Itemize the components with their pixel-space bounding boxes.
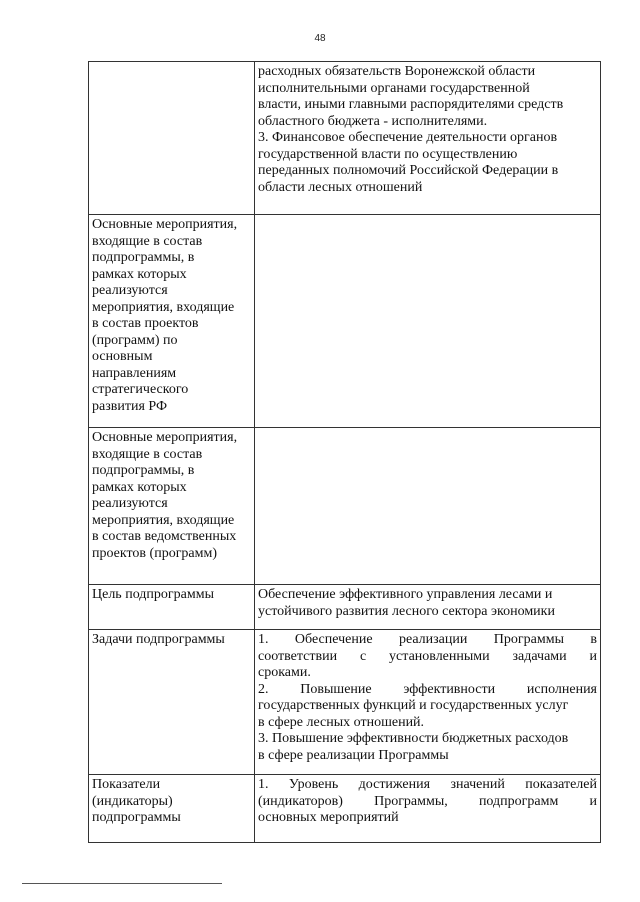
label-line: проектов (программ) — [92, 545, 218, 561]
row-content-cell — [255, 428, 601, 585]
label-line: в состав ведомственных — [92, 529, 237, 544]
row-label-cell — [89, 62, 255, 215]
label-line: Задачи подпрограммы — [92, 632, 225, 647]
row-content-cell — [255, 215, 601, 428]
label-line: (индикаторы) — [92, 793, 173, 809]
content-line: 3. Финансовое обеспечение деятельности органов — [258, 130, 558, 145]
content-line: расходных обязательств Воронежской области — [258, 64, 536, 79]
label-line: Основные мероприятия, — [92, 430, 238, 445]
label-line: подпрограммы — [92, 810, 181, 825]
content-line: власти, иными главными распорядителями средств — [258, 97, 564, 112]
content-line: в сфере лесных отношений. — [258, 714, 425, 730]
label-line: стратегического — [92, 382, 189, 397]
label-line: мероприятия, входящие — [92, 512, 235, 528]
label-line: направлениям — [92, 365, 177, 381]
passport-table — [88, 61, 601, 843]
row-content-cell — [255, 630, 601, 775]
label-line: подпрограммы, в — [92, 250, 195, 265]
content-line: сроками. — [258, 665, 311, 680]
label-line: входящие в состав — [92, 446, 203, 462]
label-line: реализуются — [92, 496, 168, 511]
label-line: в состав проектов — [92, 316, 199, 331]
content-line: областного бюджета - исполнителями. — [258, 113, 488, 129]
content-line: в сфере реализации Программы — [258, 747, 449, 763]
label-line: Показатели — [92, 777, 161, 792]
table-row — [89, 585, 601, 630]
label-line: подпрограммы, в — [92, 463, 195, 478]
label-line: мероприятия, входящие — [92, 299, 235, 315]
table-row — [89, 62, 601, 215]
row-label-cell — [89, 215, 255, 428]
table-row — [89, 630, 601, 775]
label-line: основным — [92, 349, 153, 364]
content-line: государственной власти по осуществлению — [258, 146, 518, 162]
label-line: входящие в состав — [92, 233, 203, 249]
row-label-cell — [89, 585, 255, 630]
label-line: (программ) по — [92, 332, 178, 348]
row-content-cell — [255, 775, 601, 843]
label-line: Цель подпрограммы — [92, 587, 214, 602]
row-label-cell — [89, 775, 255, 843]
content-line: основных мероприятий — [258, 810, 399, 825]
content-line: Обеспечение эффективного управления лесами и — [258, 587, 553, 602]
row-label-cell — [89, 428, 255, 585]
label-line: развития РФ — [92, 398, 168, 414]
content-line: исполнительными органами государственной — [258, 80, 530, 96]
content-line: государственных функций и государственных услуг — [258, 698, 569, 713]
content-line: (индикаторов) Программы, подпрограмм и — [258, 793, 597, 809]
content-line: соответствии с установленными задачами и — [258, 648, 597, 664]
row-label-cell — [89, 630, 255, 775]
page-number: 48 — [314, 33, 326, 44]
content-line: переданных полномочий Российской Федерации в — [258, 163, 559, 178]
row-content-cell — [255, 62, 601, 215]
table-row — [89, 215, 601, 428]
label-line: рамках которых — [92, 479, 187, 495]
content-line: области лесных отношений — [258, 179, 423, 195]
row-content-cell — [255, 585, 601, 630]
label-line: Основные мероприятия, — [92, 217, 238, 232]
content-line: 3. Повышение эффективности бюджетных расходов — [258, 731, 569, 746]
bottom-divider — [22, 883, 222, 884]
label-line: рамках которых — [92, 266, 187, 282]
label-line: реализуются — [92, 283, 168, 298]
content-line: устойчивого развития лесного сектора экономики — [258, 603, 555, 619]
content-line: 1. Уровень достижения значений показателей — [258, 777, 597, 792]
content-line: 1. Обеспечение реализации Программы в — [258, 632, 597, 647]
table-row — [89, 775, 601, 843]
table-row — [89, 428, 601, 585]
content-line: 2. Повышение эффективности исполнения — [258, 681, 597, 697]
